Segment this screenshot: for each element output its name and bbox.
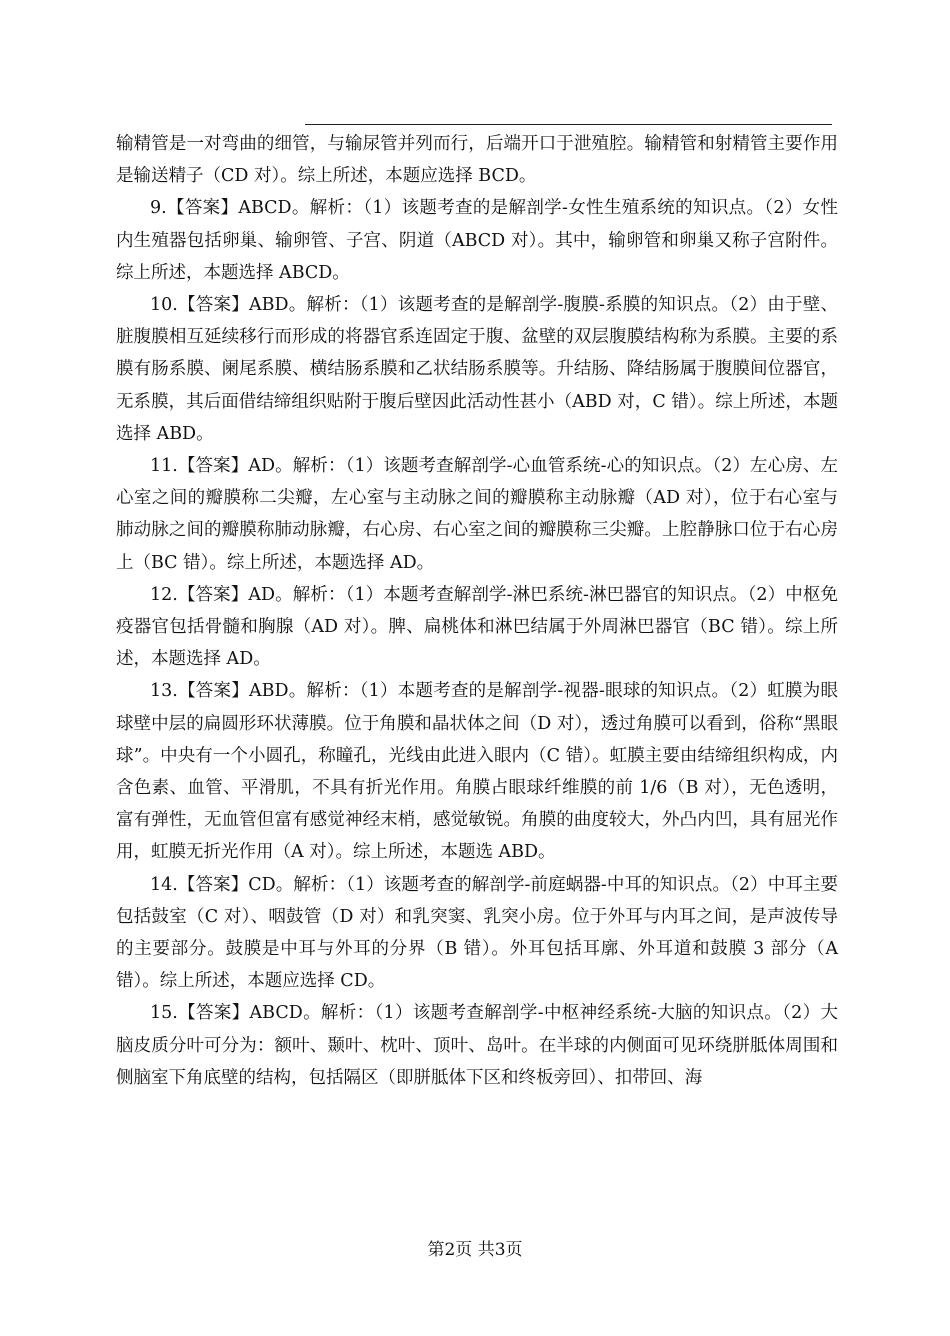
answer-14: 14.【答案】CD。解析：（1）该题考查的解剖学-前庭蜗器-中耳的知识点。（2）中耳主要包括鼓室（C 对）、咽鼓管（D 对）和乳突窦、乳突小房。位于外耳与内耳之间，是声波传导的主要部分。鼓膜是中耳与外耳的分界（B 错）。外耳包括耳廓、外耳道和鼓膜 3 部分（A 错）。综上所述，本题应选择 CD。 <box>116 874 838 992</box>
answer-15: 15.【答案】ABCD。解析：（1）该题考查解剖学-中枢神经系统-大脑的知识点。（2）大脑皮质分叶可分为：额叶、颞叶、枕叶、顶叶、岛叶。在半球的内侧面可见环绕胼胝体周围和侧脑室下角底壁的结构，包括隔区（即胼胝体下区和终板旁回）、扣带回、海 <box>116 1003 838 1088</box>
answer-12: 12.【答案】AD。解析：（1）本题考查解剖学-淋巴系统-淋巴器官的知识点。（2）中枢免疫器官包括骨髓和胸腺（AD 对）。脾、扁桃体和淋巴结属于外周淋巴器官（BC 错）。综上所述，本题选择 AD。 <box>116 584 838 670</box>
answer-11: 11.【答案】AD。解析：（1）该题考查解剖学-心血管系统-心的知识点。（2）左心房、左心室之间的瓣膜称二尖瓣，左心室与主动脉之间的瓣膜称主动脉瓣（AD 对），位于右心室与肺动脉之间的瓣膜称肺动脉瓣，右心房、右心室之间的瓣膜称三尖瓣。上腔静脉口位于右心房上（BC 错）。综上所述，本题选择 AD。 <box>116 456 838 573</box>
answer-10: 10.【答案】ABD。解析：（1）该题考查的是解剖学-腹膜-系膜的知识点。（2）由于壁、脏腹膜相互延续移行而形成的将器官系连固定于腹、盆壁的双层腹膜结构称为系膜。主要的系膜有肠系膜、阑尾系膜、横结肠系膜和乙状结肠系膜等。升结肠、降结肠属于腹膜间位器官，无系膜，其后面借结缔组织贴附于腹后壁因此活动性甚小（ABD 对，C 错）。综上所述，本题选择 ABD。 <box>116 295 838 444</box>
page-footer: 第2页 共3页 <box>427 1240 523 1260</box>
answer-13: 13.【答案】ABD。解析：（1）本题考查的是解剖学-视器-眼球的知识点。（2）虹膜为眼球壁中层的扁圆形环状薄膜。位于角膜和晶状体之间（D 对），透过角膜可以看到，俗称“黑眼球”。中央有一个小圆孔，称瞳孔，光线由此进入眼内（C 错）。虹膜主要由结缔组织构成，内含色素、血管、平滑肌，不具有折光作用。角膜占眼球纤维膜的前 1/6（B 对），无色透明，富有弹性，无血管但富有感觉神经末梢，感觉敏锐。角膜的曲度较大，外凸内凹，具有屈光作用，虹膜无折光作用（A 对）。综上所述，本题选 ABD。 <box>116 681 838 863</box>
answer-explanations <box>116 128 838 1094</box>
answer-9: 9.【答案】ABCD。解析：（1）该题考查的是解剖学-女性生殖系统的知识点。（2）女性内生殖器包括卵巢、输卵管、子宫、阴道（ABCD 对）。其中，输卵管和卵巢又称子宫附件。综上所述，本题选择 ABCD。 <box>116 198 838 283</box>
header-rule <box>305 124 832 125</box>
paragraph-continuation: 输精管是一对弯曲的细管，与输尿管并列而行，后端开口于泄殖腔。输精管和射精管主要作用是输送精子（CD 对）。综上所述，本题应选择 BCD。 <box>116 134 838 187</box>
